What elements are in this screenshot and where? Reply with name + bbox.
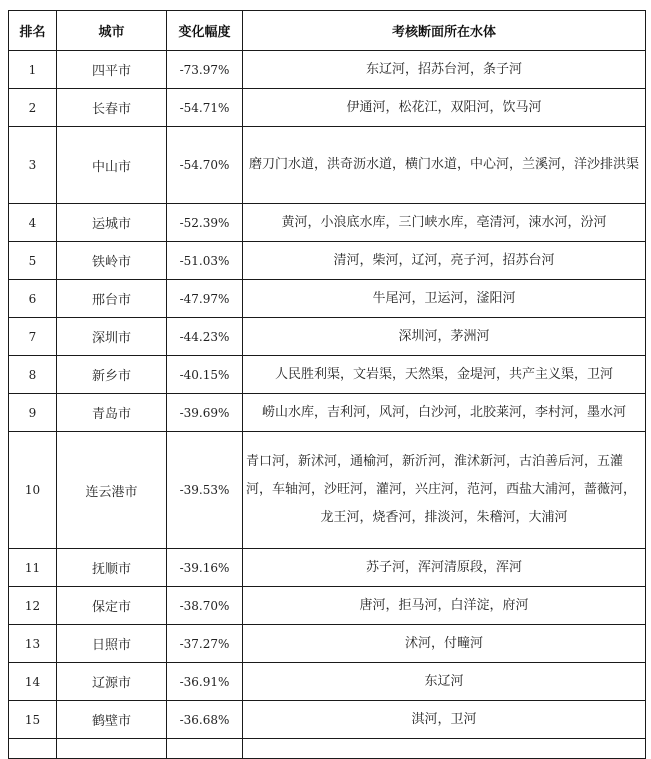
ranking-table xyxy=(8,10,646,759)
table-row xyxy=(9,549,646,587)
cell-change: -51.03% xyxy=(167,242,243,280)
cell-city: 深圳市 xyxy=(57,318,167,356)
cell-city: 日照市 xyxy=(57,625,167,663)
cell-rank: 10 xyxy=(9,432,57,549)
header-rank: 排名 xyxy=(9,11,57,51)
cell-rank: 7 xyxy=(9,318,57,356)
table-row xyxy=(9,242,646,280)
cell-rank: 11 xyxy=(9,549,57,587)
table-row xyxy=(9,127,646,204)
cell-rank: 15 xyxy=(9,701,57,739)
cell-rank: 1 xyxy=(9,51,57,89)
cell-water: 淇河，卫河 xyxy=(243,701,646,739)
cell-water: 东辽河 xyxy=(243,663,646,701)
cell-water: 深圳河，茅洲河 xyxy=(243,318,646,356)
cell-change: -40.15% xyxy=(167,356,243,394)
table-row xyxy=(9,280,646,318)
cell-change: -52.39% xyxy=(167,204,243,242)
cell-change: -47.97% xyxy=(167,280,243,318)
header-change: 变化幅度 xyxy=(167,11,243,51)
cell-change: -44.23% xyxy=(167,318,243,356)
cell-rank: 8 xyxy=(9,356,57,394)
table-row xyxy=(9,318,646,356)
cell-empty xyxy=(57,739,167,759)
cell-empty xyxy=(167,739,243,759)
cell-city: 青岛市 xyxy=(57,394,167,432)
cell-change: -38.70% xyxy=(167,587,243,625)
table-row xyxy=(9,204,646,242)
cell-rank: 9 xyxy=(9,394,57,432)
cell-rank: 5 xyxy=(9,242,57,280)
cell-change: -36.68% xyxy=(167,701,243,739)
cell-change: -54.70% xyxy=(167,127,243,204)
cell-empty xyxy=(243,739,646,759)
cell-change: -39.69% xyxy=(167,394,243,432)
cell-city: 抚顺市 xyxy=(57,549,167,587)
cell-water: 清河，柴河，辽河，亮子河，招苏台河 xyxy=(243,242,646,280)
cell-change: -73.97% xyxy=(167,51,243,89)
cell-change: -54.71% xyxy=(167,89,243,127)
cell-change: -37.27% xyxy=(167,625,243,663)
table-body xyxy=(9,51,646,759)
cell-city: 四平市 xyxy=(57,51,167,89)
cell-water: 牛尾河，卫运河，滏阳河 xyxy=(243,280,646,318)
cell-rank: 14 xyxy=(9,663,57,701)
table-row xyxy=(9,394,646,432)
cell-city: 长春市 xyxy=(57,89,167,127)
cell-city: 铁岭市 xyxy=(57,242,167,280)
cell-rank: 3 xyxy=(9,127,57,204)
cell-city: 连云港市 xyxy=(57,432,167,549)
table-row xyxy=(9,663,646,701)
cell-rank: 2 xyxy=(9,89,57,127)
cell-water: 伊通河，松花江，双阳河，饮马河 xyxy=(243,89,646,127)
header-city: 城市 xyxy=(57,11,167,51)
cell-city: 邢台市 xyxy=(57,280,167,318)
cell-change: -39.53% xyxy=(167,432,243,549)
cell-water: 唐河，拒马河，白洋淀，府河 xyxy=(243,587,646,625)
cell-city: 运城市 xyxy=(57,204,167,242)
table-row xyxy=(9,701,646,739)
table-row xyxy=(9,356,646,394)
table-row xyxy=(9,51,646,89)
cell-water: 青口河，新沭河，通榆河，新沂河，淮沭新河，古泊善后河，五灌河，车轴河，沙旺河，灌河，兴庄河，范河，西盐大浦河，蔷薇河，龙王河，烧香河，排淡河，朱稽河，大浦河 xyxy=(243,432,646,549)
cell-water: 磨刀门水道，洪奇沥水道，横门水道，中心河，兰溪河，洋沙排洪渠 xyxy=(243,127,646,204)
cell-change: -39.16% xyxy=(167,549,243,587)
table-row xyxy=(9,625,646,663)
cell-water: 沭河，付疃河 xyxy=(243,625,646,663)
cell-water: 苏子河，浑河清原段，浑河 xyxy=(243,549,646,587)
cell-water: 崂山水库，吉利河，风河，白沙河，北胶莱河，李村河，墨水河 xyxy=(243,394,646,432)
table-row-partial xyxy=(9,739,646,759)
cell-city: 鹤壁市 xyxy=(57,701,167,739)
cell-city: 新乡市 xyxy=(57,356,167,394)
cell-rank: 6 xyxy=(9,280,57,318)
table-row xyxy=(9,587,646,625)
cell-change: -36.91% xyxy=(167,663,243,701)
cell-water: 黄河，小浪底水库，三门峡水库，亳清河，涑水河，汾河 xyxy=(243,204,646,242)
cell-city: 中山市 xyxy=(57,127,167,204)
cell-water: 人民胜利渠，文岩渠，天然渠，金堤河，共产主义渠，卫河 xyxy=(243,356,646,394)
cell-rank: 13 xyxy=(9,625,57,663)
header-water: 考核断面所在水体 xyxy=(243,11,646,51)
cell-city: 保定市 xyxy=(57,587,167,625)
cell-empty xyxy=(9,739,57,759)
table-row xyxy=(9,432,646,549)
table-row xyxy=(9,89,646,127)
cell-rank: 12 xyxy=(9,587,57,625)
cell-city: 辽源市 xyxy=(57,663,167,701)
cell-water: 东辽河，招苏台河，条子河 xyxy=(243,51,646,89)
cell-rank: 4 xyxy=(9,204,57,242)
table-header-row xyxy=(9,11,646,51)
